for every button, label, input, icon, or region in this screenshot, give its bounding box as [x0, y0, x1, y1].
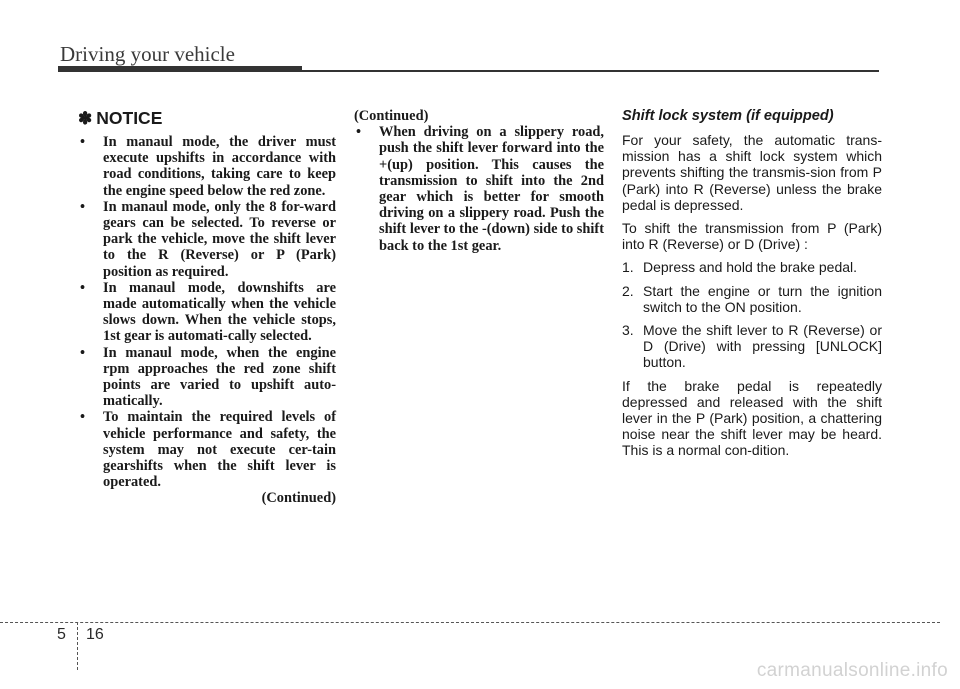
bullet-icon: •: [80, 198, 86, 215]
bullet-icon: •: [356, 124, 362, 141]
list-item: • In manaul mode, the driver must execute upshifts in accordance with road conditions, taking care to keep the engine speed below the red zone.: [80, 134, 336, 199]
note-paragraph: If the brake pedal is repeatedly depressed and released with the shift lever in the P (Park) position, a chattering noise near the shift lever may be heard. This is a normal con-dition.: [622, 377, 882, 459]
list-item: • In manaul mode, downshifts are made automatically when the vehicle slows down. When the vehicle stops, 1st gear is automati-cally selected.: [80, 279, 336, 345]
list-item: 2. Start the engine or turn the ignition switch to the ON position.: [622, 282, 882, 315]
header-title: Driving your vehicle: [60, 42, 235, 66]
notice-column-1: [78, 108, 336, 507]
header-rule: [302, 70, 879, 72]
notice-title: NOTICE: [96, 108, 163, 128]
notice-heading: [78, 108, 336, 129]
continued-label: (Continued): [261, 490, 336, 507]
notice-list-continued: [354, 124, 604, 254]
continued-top-label: (Continued): [354, 108, 429, 124]
notice-star-icon: ✽: [78, 108, 93, 128]
header-bar: [58, 66, 302, 72]
footer-rule: [0, 622, 940, 623]
list-item: • In manaul mode, when the engine rpm approaches the red zone shift points are varied to upshift auto-matically.: [80, 344, 336, 410]
notice-column-2: [354, 108, 604, 254]
list-item: • In manaul mode, only the 8 for-ward gears can be selected. To reverse or park the vehicle, move the shift lever to the R (Reverse) or P (Park) position as required.: [80, 198, 336, 280]
list-item: • When driving on a slippery road, push the shift lever forward into the +(up) position. This causes the transmission to shift into the 2nd gear which is better for smooth driving on a slippery road. Push the shift lever to the -(down) side to shift back to the 1st gear.: [356, 124, 604, 254]
page-number: 16: [86, 626, 104, 643]
section-title: Shift lock system (if equipped): [622, 108, 834, 124]
shift-lock-section: [622, 108, 882, 466]
steps-list: [622, 259, 882, 370]
notice-list: [78, 134, 336, 490]
list-item: • To maintain the required levels of vehicle performance and safety, the system may not execute cer-tain gearshifts when the shift lever is operated.: [80, 409, 336, 491]
list-item: 1. Depress and hold the brake pedal.: [622, 259, 858, 276]
list-item: 3. Move the shift lever to R (Reverse) or D (Drive) with pressing [UNLOCK] button.: [622, 322, 882, 371]
watermark: carmanualsonline.info: [756, 660, 948, 681]
bullet-icon: •: [80, 134, 86, 150]
procedure-paragraph: To shift the transmission from P (Park) into R (Reverse) or D (Drive) :: [622, 220, 882, 253]
bullet-icon: •: [80, 409, 86, 426]
bullet-icon: •: [80, 344, 86, 361]
section-number: 5: [57, 626, 66, 643]
intro-paragraph: For your safety, the automatic trans-mission has a shift lock system which prevents shifting the transmis-sion from P (Park) into R (Reverse) unless the brake pedal is depressed.: [622, 132, 882, 213]
footer-divider: [77, 622, 78, 670]
bullet-icon: •: [80, 279, 86, 296]
